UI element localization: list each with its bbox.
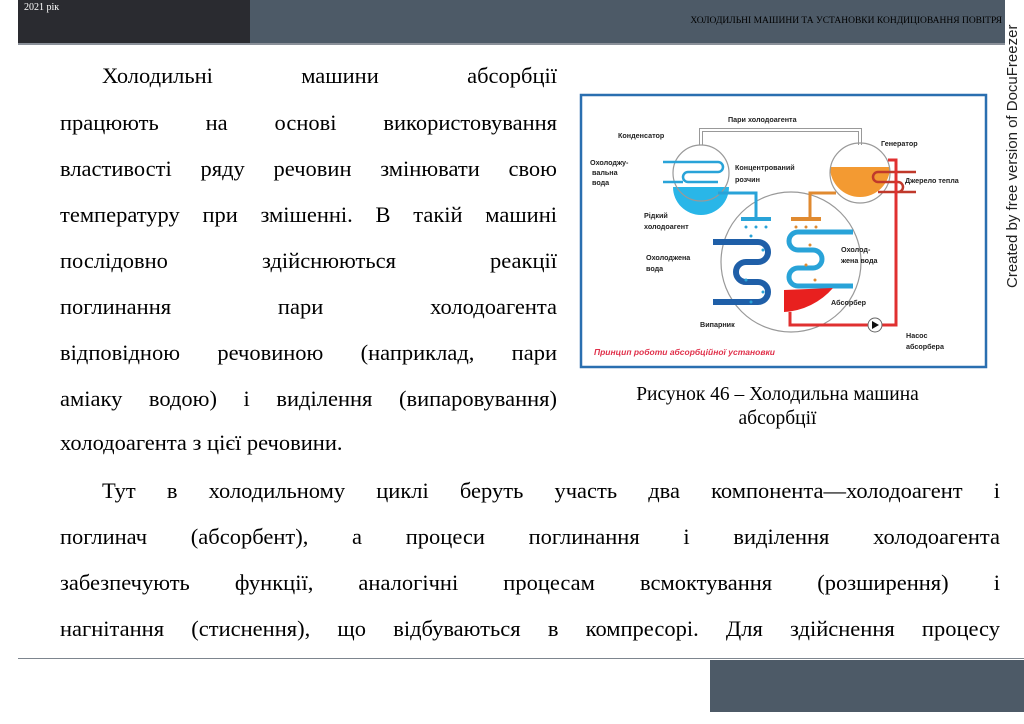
paragraph-line: поглинання пари холодоагента: [60, 294, 557, 319]
label-vapor: Пари холодоагента: [728, 115, 797, 124]
label-liquid-refrigerant: Рідкий: [644, 211, 668, 220]
watermark: Created by free version of DocuFreezer: [1004, 24, 1021, 288]
diagram-title: Принцип роботи абсорбційної установки: [594, 347, 775, 357]
label-cooling-water: вода: [592, 178, 610, 187]
paragraph-line: забезпечують функції, аналогічні процесам всмоктування (розширення) і: [60, 570, 1000, 595]
paragraph-line: холодоагента з цієї речовини.: [60, 430, 343, 455]
header-divider: [18, 43, 1005, 45]
label-concentrated: розчин: [735, 175, 760, 184]
caption-line: абсорбції: [738, 408, 817, 429]
label-chilled-water-right: жена вода: [841, 256, 878, 265]
paragraph-line: поглинач (абсорбент), а процеси поглинання і виділення холодоагента: [60, 524, 1000, 549]
figure-absorption-diagram: [578, 90, 990, 370]
paragraph-line: температуру при змішенні. В такій машині: [60, 202, 557, 227]
label-evaporator: Випарник: [700, 320, 735, 329]
paragraph-line: Тут в холодильному циклі беруть участь два компонента—холодоагент і: [102, 478, 1000, 503]
paragraph-line: властивості ряду речовин змінювати свою: [60, 156, 557, 181]
label-liquid-refrigerant: холодоагент: [644, 222, 689, 231]
caption-line: Рисунок 46 – Холодильна машина: [636, 384, 919, 405]
paragraph-line: нагнітання (стиснення), що відбуваються в компресорі. Для здійснення процесу: [60, 616, 1000, 641]
paragraph-line: аміаку водою) і виділення (випаровування): [60, 386, 557, 411]
footer-divider: [18, 658, 1024, 659]
label-cooling-water: вальна: [592, 168, 618, 177]
label-generator: Генератор: [881, 139, 918, 148]
footer-bar: [710, 660, 1024, 712]
label-heat-source: Джерело тепла: [905, 176, 959, 185]
paragraph-line: відповідною речовиною (наприклад, пари: [60, 340, 557, 365]
header-title: ХОЛОДИЛЬНІ МАШИНИ ТА УСТАНОВКИ КОНДИЦІОВАННЯ ПОВІТРЯ: [690, 16, 1002, 26]
paragraph-line: послідовно здійснюються реакції: [60, 248, 557, 273]
label-condenser: Конденсатор: [618, 131, 665, 140]
label-chilled-water-right: Охолод-: [841, 245, 871, 254]
paragraph-line: працюють на основі використовування: [60, 110, 557, 135]
label-pump: абсорбера: [906, 342, 944, 351]
label-chilled-water: Охолоджена: [646, 253, 691, 262]
label-chilled-water: вода: [646, 264, 664, 273]
label-cooling-water: Охолоджу-: [590, 158, 629, 167]
label-absorber: Абсорбер: [831, 298, 867, 307]
paragraph-line: Холодильні машини абсорбції: [102, 63, 557, 88]
header-year: 2021 рік: [24, 2, 60, 13]
label-concentrated: Концентрований: [735, 163, 795, 172]
figure-caption: [590, 383, 965, 431]
label-pump: Насос: [906, 331, 928, 340]
